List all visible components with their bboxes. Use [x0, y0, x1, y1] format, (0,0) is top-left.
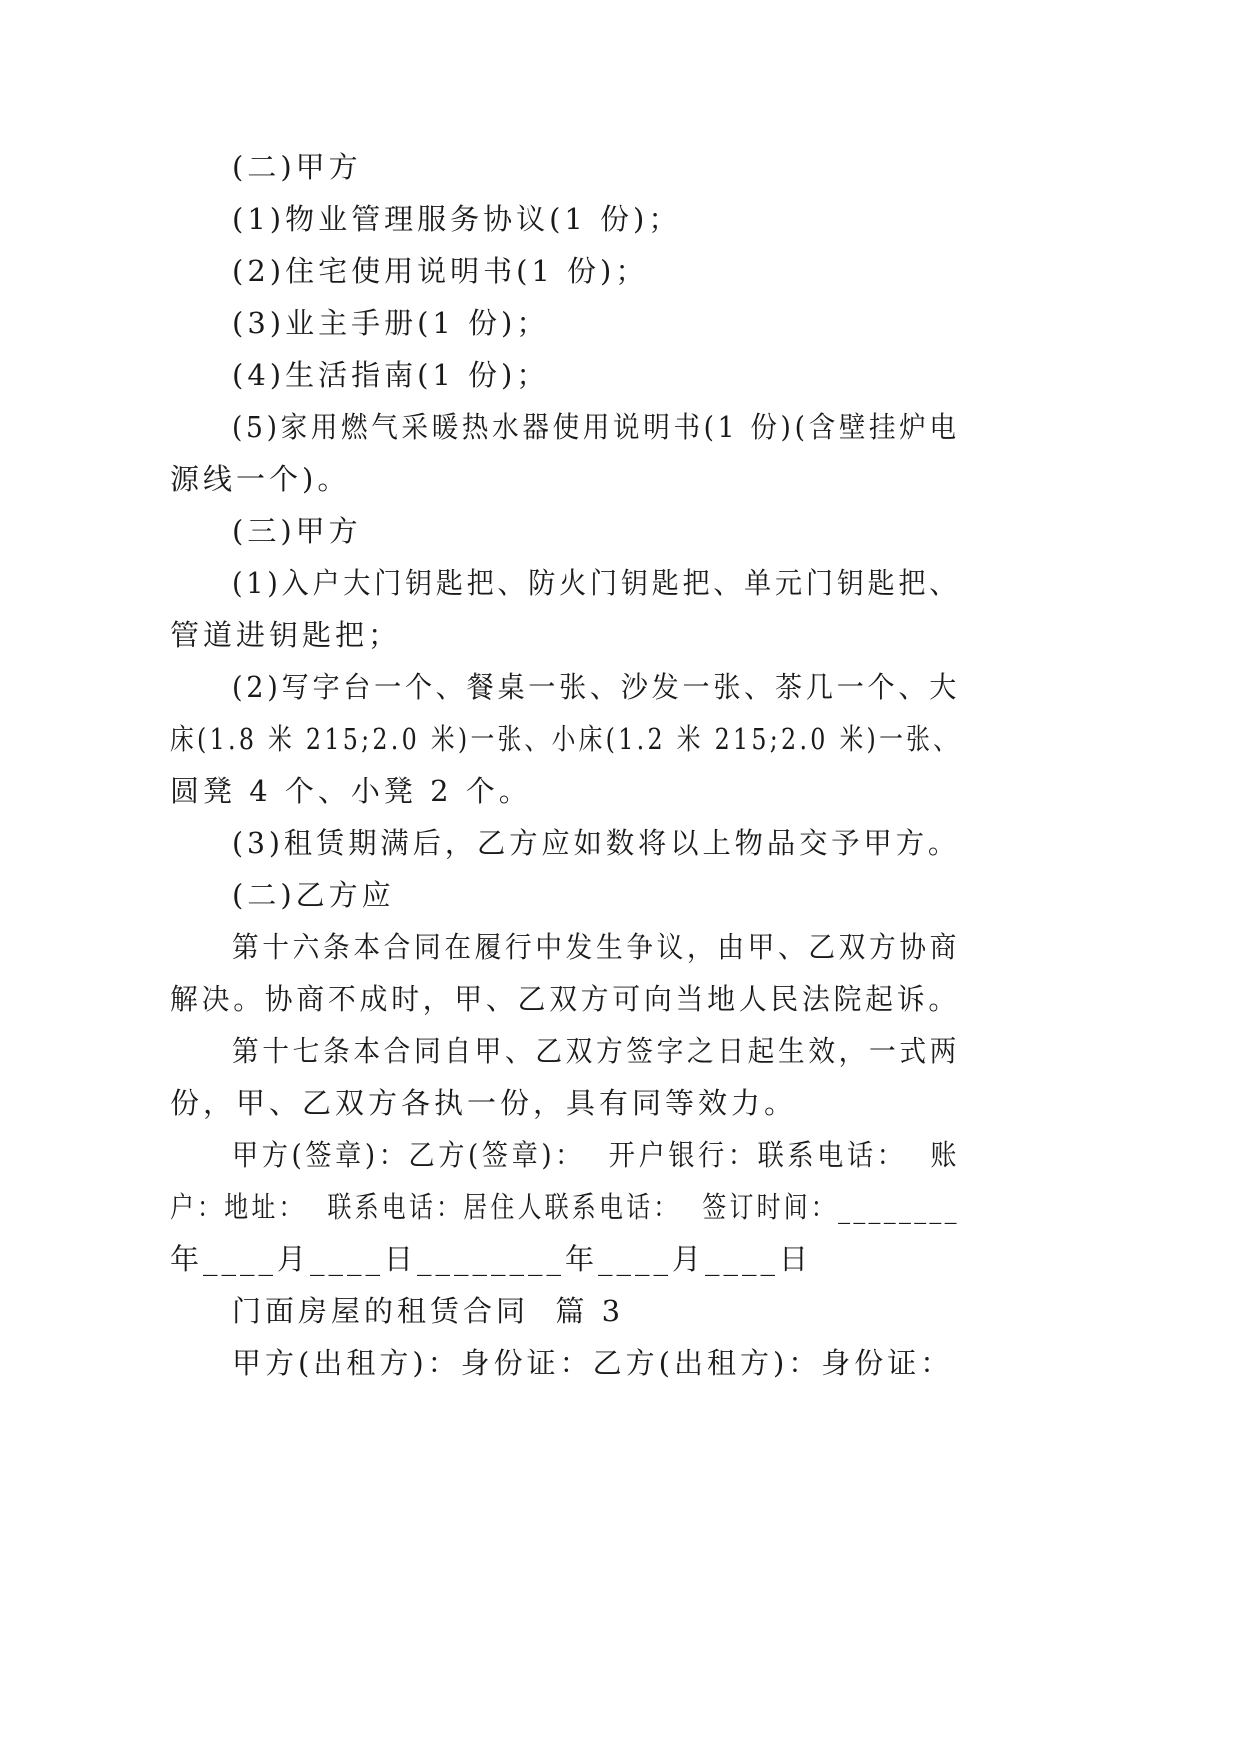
doc-line: (2)写字台一个、餐桌一张、沙发一张、茶几一个、大	[232, 670, 961, 704]
doc-line: 解决。协商不成时，甲、乙双方可向当地人民法院起诉。	[170, 982, 961, 1016]
doc-line: (1)入户大门钥匙把、防火门钥匙把、单元门钥匙把、	[232, 566, 961, 600]
doc-line: (3)业主手册(1 份)；	[232, 306, 550, 340]
doc-line: 床(1.8 米 215;2.0 米)一张、小床(1.2 米 215;2.0 米)一张、	[170, 722, 961, 756]
doc-line: 圆凳 4 个、小凳 2 个。	[170, 774, 532, 808]
doc-line: (二)乙方应	[232, 878, 395, 912]
doc-line: 第十六条本合同在履行中发生争议，由甲、乙双方协商	[232, 930, 961, 964]
doc-line: 源线一个)。	[170, 462, 351, 496]
doc-line: (2)住宅使用说明书(1 份)；	[232, 254, 649, 288]
doc-line: 管道进钥匙把；	[170, 618, 402, 652]
doc-line: 份，甲、乙双方各执一份，具有同等效力。	[170, 1086, 798, 1120]
doc-line: (1)物业管理服务协议(1 份)；	[232, 202, 682, 236]
doc-line: (5)家用燃气采暖热水器使用说明书(1 份)(含壁挂炉电	[232, 410, 960, 444]
doc-line: (三)甲方	[232, 514, 362, 548]
doc-line: 甲方(出租方)：身份证：乙方(出租方)：身份证：	[232, 1346, 954, 1380]
doc-line: (3)租赁期满后，乙方应如数将以上物品交予甲方。	[232, 826, 961, 860]
doc-line: 甲方(签章)：乙方(签章)： 开户银行：联系电话： 账	[232, 1138, 961, 1172]
doc-line: 第十七条本合同自甲、乙双方签字之日起生效，一式两	[232, 1034, 961, 1068]
doc-line: 年____月____日________年____月____日	[170, 1242, 813, 1276]
doc-line: 户：地址： 联系电话：居住人联系电话： 签订时间：________	[170, 1190, 960, 1224]
doc-line: (4)生活指南(1 份)；	[232, 358, 550, 392]
doc-line: 门面房屋的租赁合同 篇 3	[232, 1294, 625, 1328]
doc-line: (二)甲方	[232, 150, 362, 184]
